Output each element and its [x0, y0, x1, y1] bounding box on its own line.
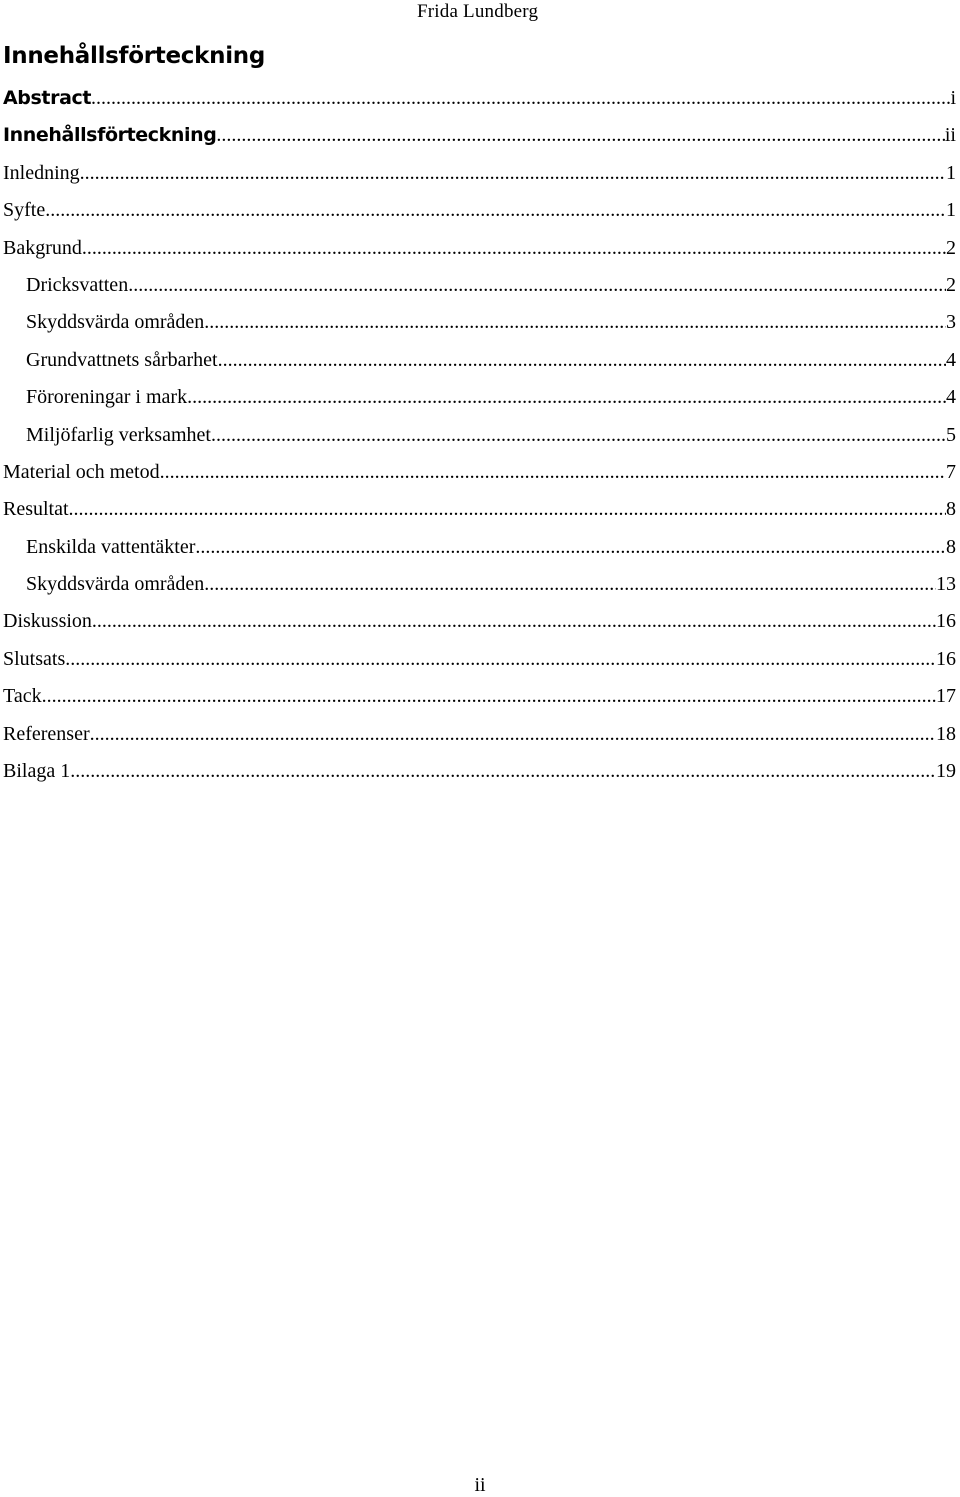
dot-leader: [128, 267, 946, 304]
toc-entry-page: 4: [946, 348, 956, 371]
toc-entry-label: Bakgrund: [3, 236, 82, 259]
toc-entry-page: 2: [946, 273, 956, 296]
dot-leader: [45, 192, 946, 229]
toc-entry-page: ii: [944, 124, 956, 147]
dot-leader: [187, 379, 946, 416]
toc-entry-label: Föroreningar i mark: [26, 386, 188, 409]
toc-entry-page: 8: [946, 498, 956, 521]
toc-entry-page: 16: [936, 610, 956, 633]
toc-entry-slutsats[interactable]: [3, 641, 956, 678]
dot-leader: [204, 304, 946, 341]
toc-entry-label: Inledning: [3, 161, 80, 184]
dot-leader: [80, 155, 946, 192]
toc-entry-page: 16: [936, 647, 956, 670]
toc-entry-page: 1: [946, 161, 956, 184]
dot-leader: [42, 678, 936, 715]
dot-leader: [70, 753, 936, 790]
toc-entry-page: 2: [946, 236, 956, 259]
toc-entry-page: 1: [946, 199, 956, 222]
toc-entry-label: Diskussion: [3, 610, 92, 633]
dot-leader: [211, 417, 946, 454]
toc-entry-page: 17: [936, 685, 956, 708]
toc-entry-page: 5: [946, 423, 956, 446]
dot-leader: [90, 716, 936, 753]
toc-entry-enskilda-vattentakter[interactable]: [3, 529, 956, 566]
toc-entry-label: Bilaga 1: [3, 760, 71, 783]
toc-entry-resultat[interactable]: [3, 491, 956, 528]
toc-entry-innehallsforteckning[interactable]: [3, 117, 956, 154]
toc-entry-label: Abstract: [3, 87, 92, 109]
dot-leader: [160, 454, 946, 491]
table-of-contents: [3, 80, 956, 790]
toc-entry-page: 18: [936, 722, 956, 745]
toc-entry-label: Referenser: [3, 722, 90, 745]
toc-entry-miljofarlig-verksamhet[interactable]: [3, 417, 956, 454]
toc-entry-grundvattnets-sarbarhet[interactable]: [3, 342, 956, 379]
toc-entry-page: 13: [936, 573, 956, 596]
toc-entry-dricksvatten[interactable]: [3, 267, 956, 304]
toc-entry-skyddsvarda-omraden[interactable]: [3, 304, 956, 341]
toc-entry-label: Skyddsvärda områden: [26, 311, 205, 334]
page-title: Innehållsförteckning: [3, 43, 266, 69]
toc-entry-skyddsvarda-omraden-resultat[interactable]: [3, 566, 956, 603]
dot-leader: [69, 491, 946, 528]
toc-entry-label: Innehållsförteckning: [3, 124, 217, 147]
toc-entry-syfte[interactable]: [3, 192, 956, 229]
toc-entry-material-och-metod[interactable]: [3, 454, 956, 491]
toc-entry-page: 7: [946, 460, 956, 483]
toc-entry-page: 3: [946, 311, 956, 334]
dot-leader: [82, 230, 946, 267]
toc-entry-referenser[interactable]: [3, 716, 956, 753]
dot-leader: [92, 603, 936, 640]
toc-entry-page: i: [950, 87, 956, 109]
toc-entry-page: 8: [946, 535, 956, 558]
toc-entry-label: Material och metod: [3, 460, 160, 483]
toc-entry-label: Tack: [3, 685, 42, 708]
toc-entry-label: Slutsats: [3, 647, 66, 670]
toc-entry-label: Grundvattnets sårbarhet: [26, 348, 218, 371]
toc-entry-diskussion[interactable]: [3, 603, 956, 640]
toc-entry-inledning[interactable]: [3, 155, 956, 192]
toc-entry-fororeningar-i-mark[interactable]: [3, 379, 956, 416]
toc-entry-bilaga-1[interactable]: [3, 753, 956, 790]
dot-leader: [91, 80, 950, 117]
header-author: Frida Lundberg: [417, 1, 539, 22]
toc-entry-label: Miljöfarlig verksamhet: [26, 423, 211, 446]
toc-entry-page: 4: [946, 386, 956, 409]
toc-entry-label: Syfte: [3, 199, 46, 222]
toc-entry-label: Skyddsvärda områden: [26, 573, 205, 596]
dot-leader: [216, 117, 944, 154]
toc-entry-bakgrund[interactable]: [3, 230, 956, 267]
toc-entry-page: 19: [936, 760, 956, 783]
dot-leader: [195, 529, 946, 566]
toc-entry-tack[interactable]: [3, 678, 956, 715]
toc-entry-label: Resultat: [3, 498, 69, 521]
dot-leader: [218, 342, 946, 379]
dot-leader: [65, 641, 936, 678]
toc-entry-abstract[interactable]: [3, 80, 956, 117]
footer-page-number: ii: [474, 1474, 486, 1496]
toc-entry-label: Dricksvatten: [26, 273, 129, 296]
toc-entry-label: Enskilda vattentäkter: [26, 535, 196, 558]
dot-leader: [204, 566, 936, 603]
